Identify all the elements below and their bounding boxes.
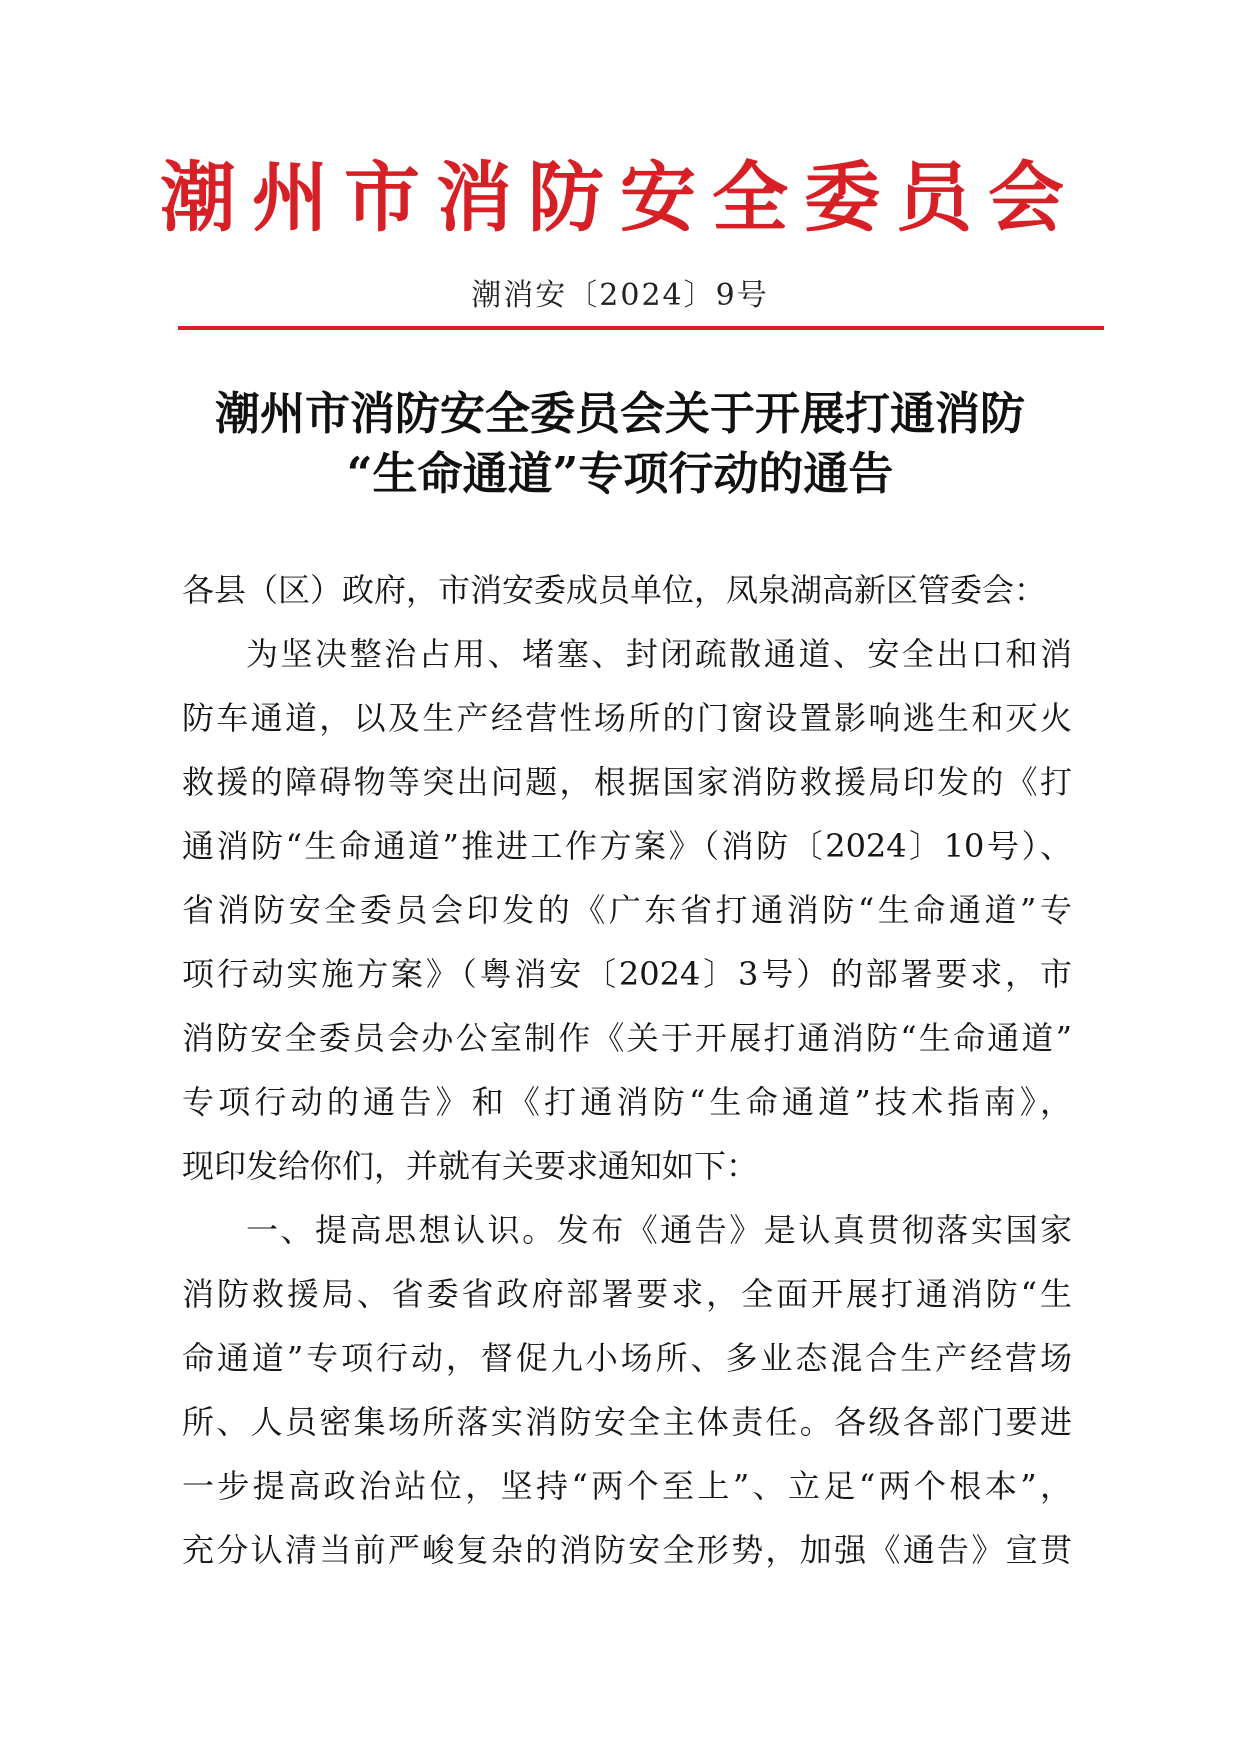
body-line: 现印发给你们，并就有关要求通知如下： bbox=[182, 1147, 759, 1185]
body-line: 省消防安全委员会印发的《广东省打通消防“生命通道”专 bbox=[182, 891, 1072, 929]
body-line: 消防救援局、省委省政府部署要求，全面开展打通消防“生 bbox=[182, 1275, 1072, 1313]
document-body bbox=[182, 558, 1072, 1582]
section-heading-line: 一、提高思想认识。发布《通告》是认真贯彻落实国家 bbox=[246, 1211, 1072, 1249]
body-line: 专项行动的通告》和《打通消防“生命通道”技术指南》， bbox=[182, 1083, 1072, 1121]
body-line: 为坚决整治占用、堵塞、封闭疏散通道、安全出口和消 bbox=[246, 635, 1072, 673]
body-line: 项行动实施方案》（粤消安〔2024〕3号）的部署要求，市 bbox=[182, 955, 1072, 993]
body-line: 防车通道，以及生产经营性场所的门窗设置影响逃生和灭火 bbox=[182, 699, 1072, 737]
body-line: 通消防“生命通道”推进工作方案》（消防〔2024〕10号）、 bbox=[182, 827, 1072, 865]
body-line: 救援的障碍物等突出问题，根据国家消防救援局印发的《打 bbox=[182, 763, 1072, 801]
issuer-header: 潮州市消防安全委员会 bbox=[160, 153, 1080, 242]
body-line: 所、人员密集场所落实消防安全主体责任。各级各部门要进 bbox=[182, 1403, 1072, 1441]
body-line: 命通道”专项行动，督促九小场所、多业态混合生产经营场 bbox=[182, 1339, 1072, 1377]
body-line: 消防安全委员会办公室制作《关于开展打通消防“生命通道” bbox=[182, 1019, 1072, 1057]
title-line-1: 潮州市消防安全委员会关于开展打通消防 bbox=[214, 387, 1025, 440]
title-line-2: “生命通道”专项行动的通告 bbox=[346, 447, 894, 500]
document-title bbox=[150, 384, 1090, 504]
body-line: 充分认清当前严峻复杂的消防安全形势，加强《通告》宣贯 bbox=[182, 1531, 1072, 1569]
document-number: 潮消安〔2024〕9号 bbox=[471, 278, 769, 313]
body-line: 一步提高政治站位，坚持“两个至上”、立足“两个根本”， bbox=[182, 1467, 1072, 1505]
salutation-line: 各县（区）政府，市消安委成员单位，凤泉湖高新区管委会： bbox=[182, 571, 1047, 609]
red-separator-line bbox=[178, 326, 1104, 330]
